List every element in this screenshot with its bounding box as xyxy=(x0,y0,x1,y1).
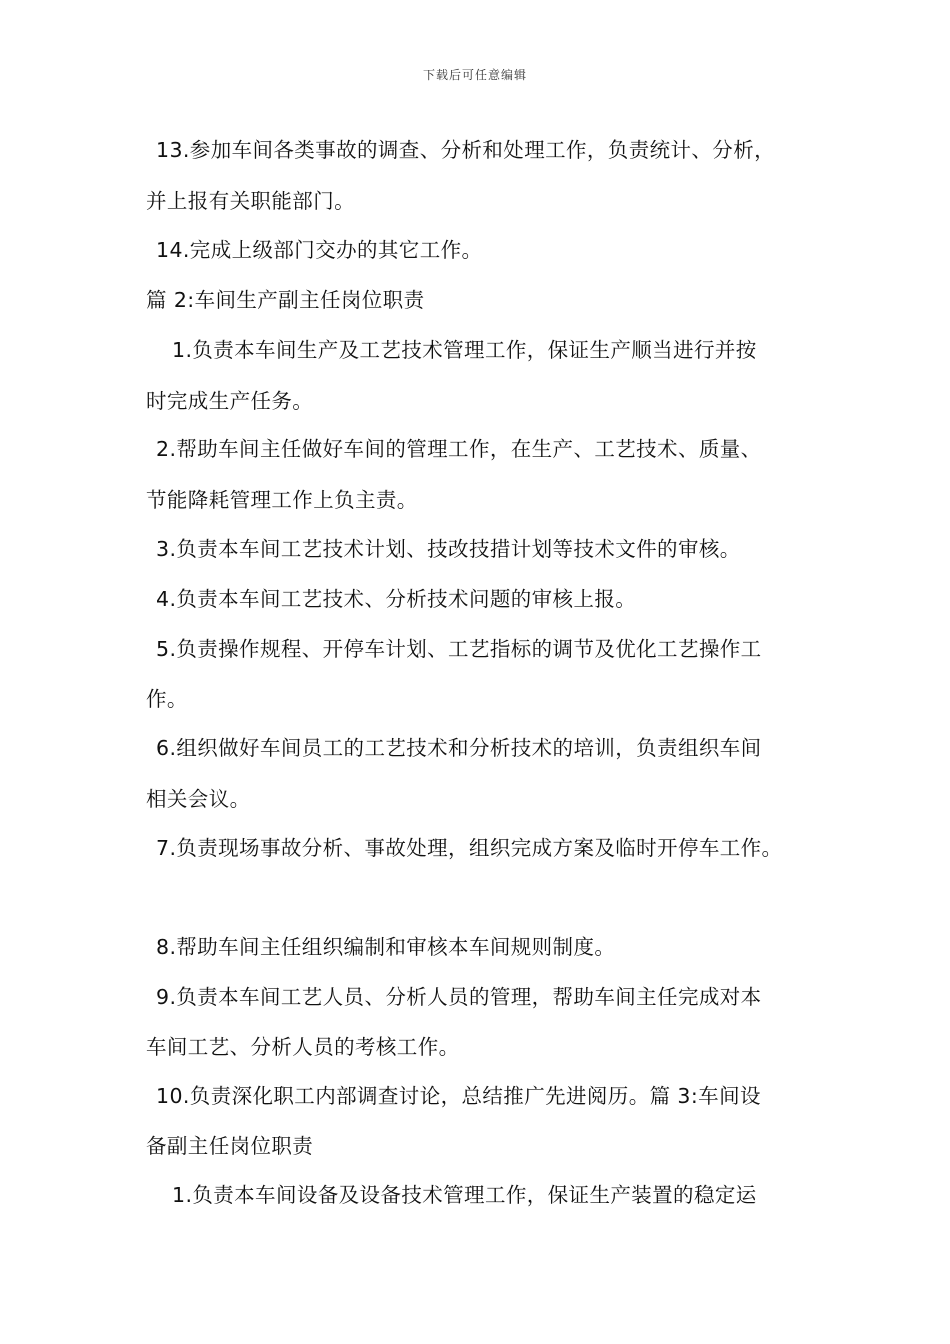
paragraph-line: 14.完成上级部门交办的其它工作。 xyxy=(156,238,483,262)
paragraph-line: 13.参加车间各类事故的调查、分析和处理工作，负责统计、分析， xyxy=(156,138,775,162)
paragraph-line: 2.帮助车间主任做好车间的管理工作，在生产、工艺技术、质量、 xyxy=(156,437,762,461)
header-note: 下载后可任意编辑 xyxy=(422,68,527,82)
paragraph-line: 车间工艺、分析人员的考核工作。 xyxy=(146,1035,460,1059)
paragraph-line: 1.负责本车间生产及工艺技术管理工作，保证生产顺当进行并按 xyxy=(172,338,757,362)
paragraph-line: 并上报有关职能部门。 xyxy=(146,189,355,213)
paragraph-line: 节能降耗管理工作上负主责。 xyxy=(146,488,418,512)
paragraph-line: 时完成生产任务。 xyxy=(146,389,314,413)
paragraph-line: 10.负责深化职工内部调查讨论，总结推广先进阅历。篇 3:车间设 xyxy=(156,1084,761,1108)
paragraph-line: 6.组织做好车间员工的工艺技术和分析技术的培训，负责组织车间 xyxy=(156,736,762,760)
paragraph-line: 相关会议。 xyxy=(146,787,251,811)
section-heading: 篇 2:车间生产副主任岗位职责 xyxy=(146,288,425,312)
paragraph-line: 7.负责现场事故分析、事故处理，组织完成方案及临时开停车工作。 xyxy=(156,836,783,860)
paragraph-line: 作。 xyxy=(146,687,188,711)
paragraph-line: 1.负责本车间设备及设备技术管理工作，保证生产装置的稳定运 xyxy=(172,1183,757,1207)
paragraph-line: 备副主任岗位职责 xyxy=(146,1134,314,1158)
paragraph-line: 8.帮助车间主任组织编制和审核本车间规则制度。 xyxy=(156,935,616,959)
paragraph-line: 3.负责本车间工艺技术计划、技改技措计划等技术文件的审核。 xyxy=(156,537,741,561)
paragraph-line: 4.负责本车间工艺技术、分析技术问题的审核上报。 xyxy=(156,587,637,611)
paragraph-line: 5.负责操作规程、开停车计划、工艺指标的调节及优化工艺操作工 xyxy=(156,637,762,661)
paragraph-line: 9.负责本车间工艺人员、分析人员的管理，帮助车间主任完成对本 xyxy=(156,985,762,1009)
